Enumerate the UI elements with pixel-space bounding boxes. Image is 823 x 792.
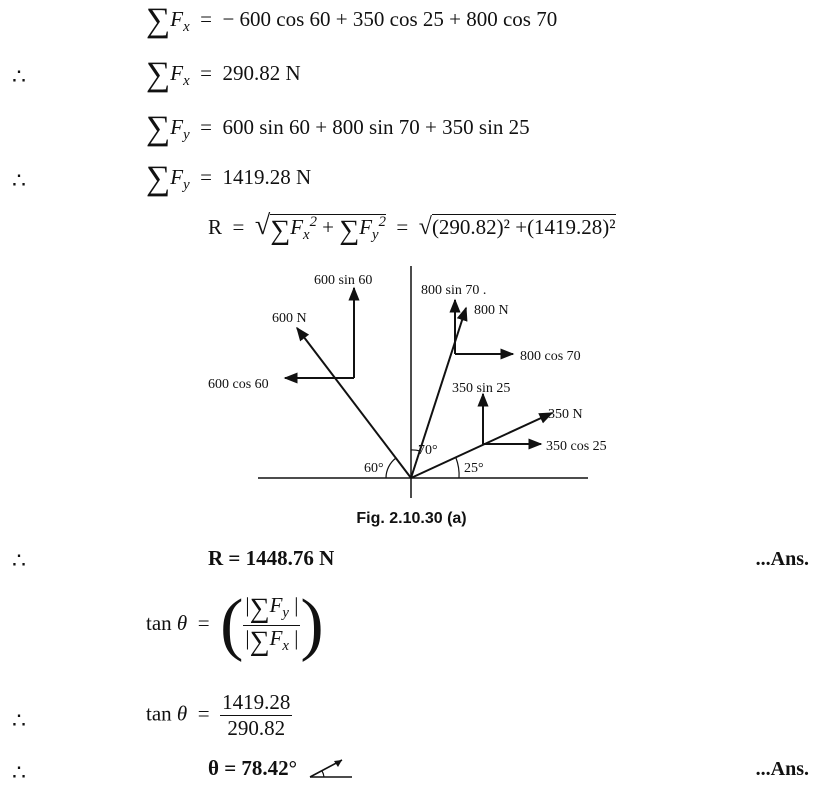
ans-label: ...Ans. [755, 758, 809, 780]
tan-theta-values: tan θ = $\frac{1419.28}{290.82}$ [146, 690, 291, 740]
sum-fx-equation: $\sum F_x$ = − 600 cos 60 + 350 cos 25 + 800 cos 70 [146, 2, 558, 39]
ans-label: ...Ans. [755, 548, 809, 570]
therefore-symbol: ∴ [12, 708, 26, 733]
angle-25-arc [456, 458, 459, 478]
tan-denominator: 290.82 [227, 716, 286, 740]
tan-numerator: 1419.28 [222, 690, 291, 714]
theta-result [208, 756, 356, 781]
sum-fy-expression: 600 sin 60 + 800 sin 70 + 350 sin 25 [222, 115, 530, 139]
label-600-sin-60: 600 sin 60 [314, 273, 373, 288]
figure-caption: Fig. 2.10.30 (a) [356, 510, 467, 527]
label-600-n: 600 N [272, 311, 307, 326]
sum-fx-result: $\sum F_x = 290.82$ N [146, 56, 301, 93]
label-800-n: 800 N [474, 303, 509, 318]
therefore-symbol: ∴ [12, 760, 26, 785]
r-sqrt-expression: (290.82)² +(1419.28)² [431, 215, 616, 239]
label-350-cos-25: 350 cos 25 [546, 439, 607, 454]
force-diagram [0, 258, 823, 498]
tan-theta-formula: tan θ = ( $\frac{|\sum F_y |}{|\sum F_x |}$ ) [146, 586, 324, 663]
sum-fx-expression: − 600 cos 60 + 350 cos 25 + 800 cos 70 [222, 7, 558, 31]
sum-fx-value: 290.82 N [222, 61, 301, 85]
sum-fy-result: $\sum F_y = 1419.28$ N [146, 160, 312, 197]
label-angle-25: 25° [464, 461, 484, 476]
sum-fy-equation: $\sum F_y = 600$ sin 60 + 800 sin 70 + 350 sin 25 [146, 110, 530, 147]
label-angle-70: 70° [418, 443, 438, 458]
label-600-cos-60: 600 cos 60 [208, 377, 269, 392]
label-angle-60: 60° [364, 461, 384, 476]
therefore-symbol: ∴ [12, 548, 26, 573]
label-350-n: 350 N [548, 407, 583, 422]
r-result: R = 1448.76 N [208, 546, 335, 570]
sum-fy-value: 1419.28 N [222, 165, 312, 189]
r-sqrt-equation: $R = √\sum F_x^2 + \sum F_y^2 = √(290.82)^2 +(1419.28)^2$ [208, 210, 616, 246]
therefore-symbol: ∴ [12, 168, 26, 193]
label-800-sin-70: 800 sin 70 . [421, 283, 487, 298]
label-800-cos-70: 800 cos 70 [520, 349, 581, 364]
therefore-symbol: ∴ [12, 64, 26, 89]
angle-direction-icon [308, 757, 356, 779]
label-350-sin-25: 350 sin 25 [452, 381, 511, 396]
theta-value: θ = 78.42° [208, 756, 298, 780]
angle-60-arc [386, 458, 396, 478]
